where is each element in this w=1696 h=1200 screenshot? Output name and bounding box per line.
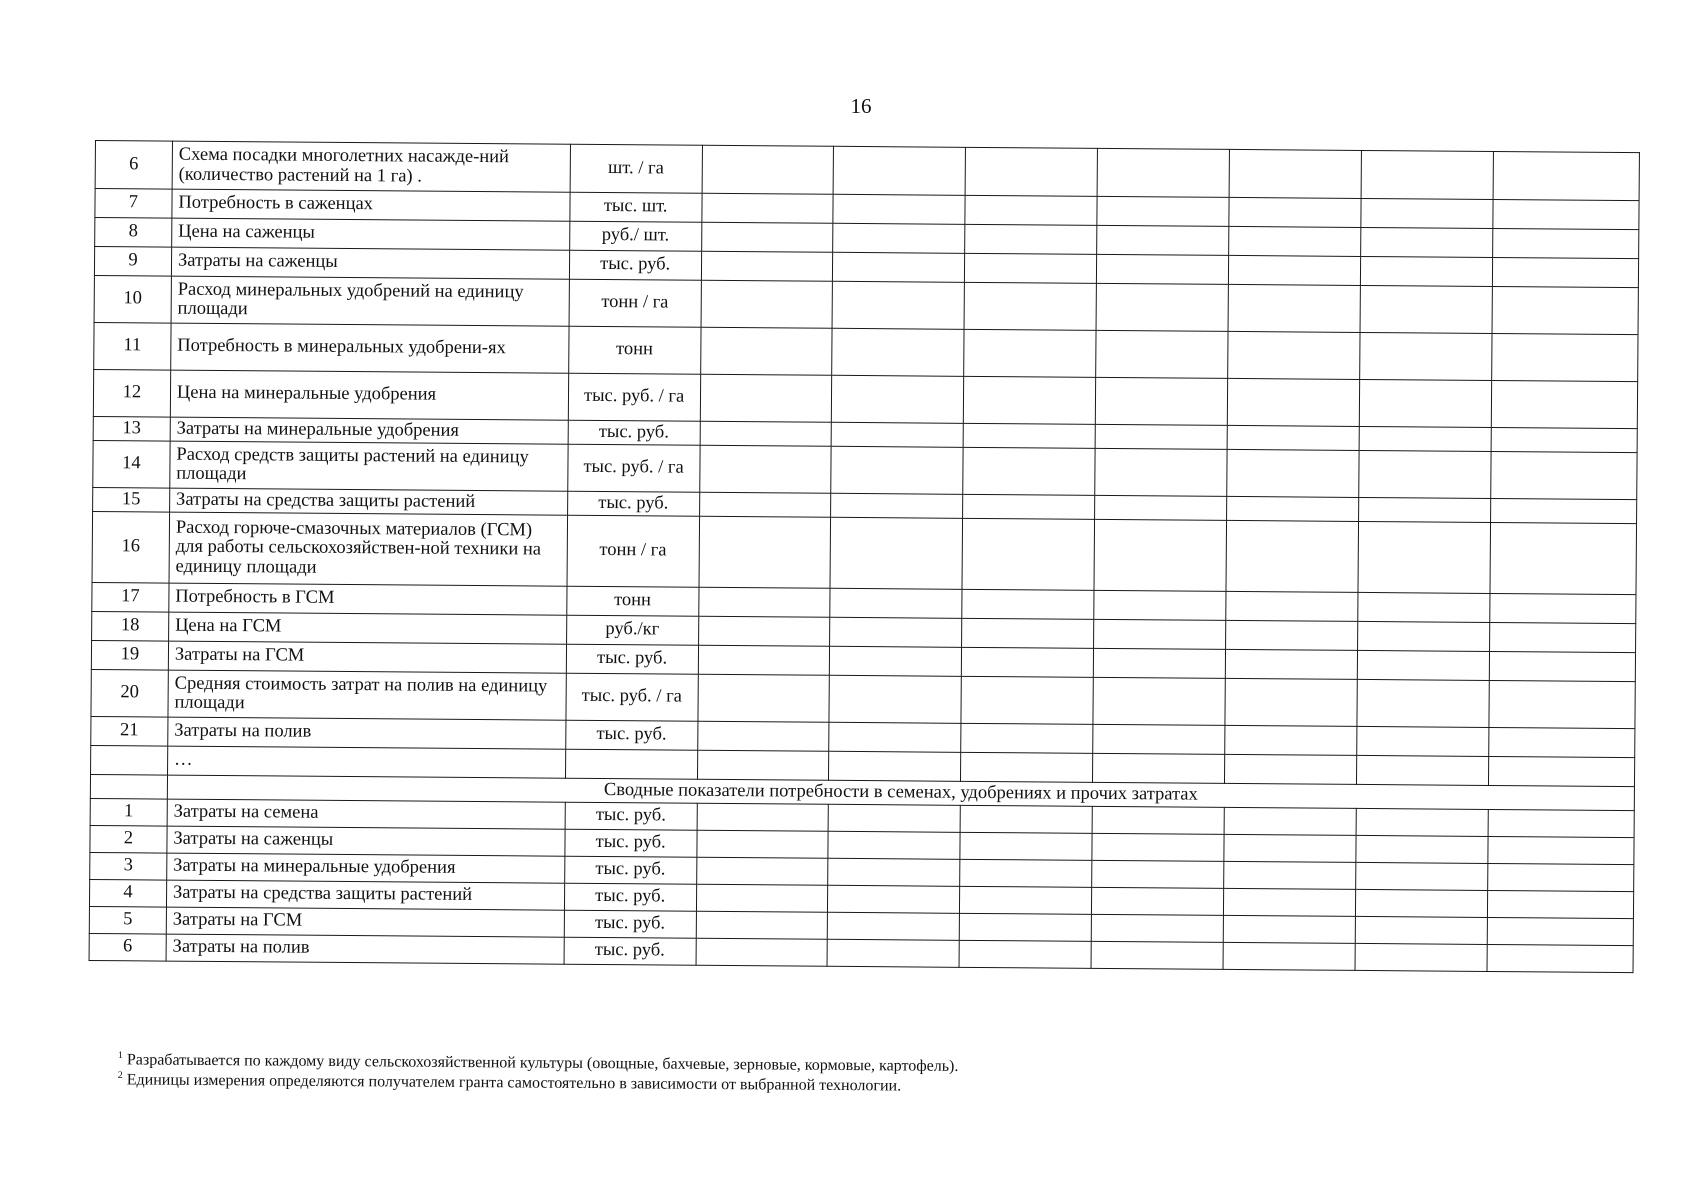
value-cell bbox=[1228, 284, 1360, 332]
value-cell bbox=[1492, 257, 1638, 287]
unit-cell: тыс. руб. bbox=[564, 883, 696, 911]
row-number-cell: 13 bbox=[93, 416, 170, 441]
row-number-cell: 14 bbox=[93, 440, 170, 488]
value-cell bbox=[696, 911, 828, 939]
value-cell bbox=[1227, 449, 1359, 497]
value-cell bbox=[1493, 199, 1639, 229]
table-row bbox=[92, 511, 1637, 594]
value-cell bbox=[1095, 377, 1227, 425]
value-cell bbox=[701, 193, 833, 223]
unit-cell: тыс. руб. bbox=[567, 491, 699, 516]
value-cell bbox=[1357, 726, 1489, 756]
value-cell bbox=[1357, 679, 1489, 727]
value-cell bbox=[700, 327, 832, 375]
value-cell bbox=[832, 281, 964, 329]
indicator-name-cell: Потребность в минеральных удобрени-ях bbox=[171, 323, 569, 373]
value-cell bbox=[1225, 649, 1357, 679]
value-cell bbox=[1356, 808, 1488, 836]
value-cell bbox=[1228, 255, 1360, 285]
indicator-name-cell: Затраты на средства защиты растений bbox=[166, 880, 564, 910]
indicator-name-cell: Затраты на ГСМ bbox=[166, 907, 564, 937]
value-cell bbox=[961, 676, 1093, 724]
value-cell bbox=[829, 675, 961, 723]
value-cell bbox=[1094, 619, 1226, 649]
value-cell bbox=[1356, 835, 1488, 863]
value-cell bbox=[1487, 863, 1633, 891]
value-cell bbox=[1360, 256, 1492, 286]
unit-cell: тонн bbox=[567, 586, 699, 616]
value-cell bbox=[702, 145, 834, 194]
indicator-name-cell: Цена на ГСМ bbox=[168, 612, 566, 644]
value-cell bbox=[828, 912, 960, 940]
footnote-text: Единицы измерения определяются получателем гранта самостоятельно в зависимости от выбранной технологии. bbox=[126, 1070, 902, 1094]
value-cell bbox=[964, 282, 1096, 330]
value-cell bbox=[696, 884, 828, 912]
value-cell bbox=[1487, 944, 1633, 972]
value-cell bbox=[1489, 680, 1636, 728]
value-cell bbox=[1095, 424, 1227, 449]
value-cell bbox=[697, 750, 829, 780]
indicator-name-cell: Затраты на полив bbox=[168, 717, 566, 749]
value-cell bbox=[1096, 283, 1228, 331]
value-cell bbox=[829, 804, 961, 832]
value-cell bbox=[1493, 151, 1640, 200]
value-cell bbox=[697, 721, 829, 751]
value-cell bbox=[962, 647, 1094, 677]
indicator-name-cell: Затраты на саженцы bbox=[167, 826, 565, 856]
value-cell bbox=[1092, 806, 1224, 834]
row-number-cell: 2 bbox=[90, 825, 167, 853]
row-number-cell: 10 bbox=[94, 275, 171, 323]
value-cell bbox=[1227, 496, 1359, 521]
indicator-name-cell: Схема посадки многолетних насажде-ний (количество растений на 1 га) . bbox=[172, 141, 570, 192]
unit-cell: тыс. руб. bbox=[564, 856, 696, 884]
value-cell bbox=[965, 195, 1097, 225]
value-cell bbox=[963, 423, 1095, 448]
row-number-cell: 19 bbox=[91, 640, 168, 670]
row-number-cell: 5 bbox=[89, 906, 166, 934]
indicator-name-cell: Потребность в ГСМ bbox=[169, 583, 567, 615]
value-cell bbox=[1224, 861, 1356, 889]
row-number-cell: 16 bbox=[92, 511, 169, 583]
unit-cell: руб./кг bbox=[566, 615, 698, 645]
value-cell bbox=[828, 831, 960, 859]
value-cell bbox=[1094, 519, 1226, 591]
row-number-cell bbox=[91, 745, 168, 775]
value-cell bbox=[700, 374, 832, 422]
value-cell bbox=[1358, 592, 1490, 622]
row-number-cell: 20 bbox=[91, 669, 168, 717]
value-cell bbox=[1360, 285, 1492, 333]
value-cell bbox=[962, 589, 1094, 619]
value-cell bbox=[1361, 227, 1493, 257]
indicator-name-cell: Затраты на средства защиты растений bbox=[170, 488, 568, 515]
value-cell bbox=[698, 616, 830, 646]
value-cell bbox=[1225, 678, 1357, 726]
value-cell bbox=[1227, 425, 1359, 450]
value-cell bbox=[831, 446, 963, 494]
value-cell bbox=[965, 224, 1097, 254]
value-cell bbox=[1491, 333, 1638, 381]
value-cell bbox=[832, 375, 964, 423]
value-cell bbox=[828, 858, 960, 886]
value-cell bbox=[1357, 650, 1489, 680]
indicator-name-cell: Затраты на саженцы bbox=[171, 247, 569, 279]
value-cell bbox=[1355, 889, 1487, 917]
value-cell bbox=[699, 492, 831, 517]
value-cell bbox=[831, 493, 963, 518]
value-cell bbox=[1093, 677, 1225, 725]
value-cell bbox=[962, 518, 1094, 590]
value-cell bbox=[1229, 149, 1361, 198]
indicator-name-cell: Расход средств защиты растений на единицу площади bbox=[170, 441, 568, 491]
row-number-cell: 17 bbox=[92, 582, 169, 612]
value-cell bbox=[1488, 756, 1634, 786]
value-cell bbox=[830, 646, 962, 676]
value-cell bbox=[1361, 150, 1493, 199]
value-cell bbox=[965, 147, 1097, 196]
indicator-name-cell: Расход минеральных удобрений на единицу площади bbox=[171, 276, 569, 326]
value-cell bbox=[1359, 426, 1491, 451]
value-cell bbox=[1226, 520, 1358, 592]
value-cell bbox=[1356, 755, 1488, 785]
unit-cell: тыс. руб. bbox=[565, 829, 697, 857]
value-cell bbox=[1358, 497, 1490, 522]
value-cell bbox=[829, 722, 961, 752]
value-cell bbox=[1092, 887, 1224, 915]
indicator-name-cell: Средняя стоимость затрат на полив на единицу площади bbox=[168, 670, 566, 720]
value-cell bbox=[960, 859, 1092, 887]
value-cell bbox=[827, 939, 959, 967]
indicator-name-cell: Затраты на полив bbox=[166, 934, 564, 964]
value-cell bbox=[699, 445, 831, 493]
unit-cell: тонн / га bbox=[567, 515, 699, 587]
row-number-cell: 6 bbox=[95, 141, 172, 190]
row-number-cell: 21 bbox=[91, 716, 168, 746]
value-cell bbox=[1488, 809, 1634, 837]
value-cell bbox=[1091, 914, 1223, 942]
value-cell bbox=[834, 146, 966, 195]
value-cell bbox=[1487, 890, 1633, 918]
value-cell bbox=[963, 447, 1095, 495]
indicator-name-cell: Цена на саженцы bbox=[172, 218, 570, 250]
value-cell bbox=[830, 617, 962, 647]
value-cell bbox=[833, 194, 965, 224]
value-cell bbox=[701, 251, 833, 281]
value-cell bbox=[1091, 941, 1223, 969]
value-cell bbox=[1226, 591, 1358, 621]
table-body bbox=[89, 141, 1639, 973]
value-cell bbox=[698, 645, 830, 675]
value-cell bbox=[1097, 225, 1229, 255]
value-cell bbox=[964, 376, 1096, 424]
value-cell bbox=[1490, 593, 1636, 623]
value-cell bbox=[1492, 286, 1639, 334]
value-cell bbox=[960, 886, 1092, 914]
value-cell bbox=[696, 857, 828, 885]
indicator-name-cell: Расход горюче-смазочных материалов (ГСМ) для работы сельскохозяйствен-ной техники на единицу площади bbox=[169, 512, 567, 586]
cost-table bbox=[89, 140, 1640, 973]
row-number-cell: 4 bbox=[89, 879, 166, 907]
value-cell bbox=[698, 587, 830, 617]
value-cell bbox=[1225, 754, 1357, 784]
value-cell bbox=[1229, 197, 1361, 227]
value-cell bbox=[1095, 495, 1227, 520]
unit-cell: тыс. руб. bbox=[565, 720, 697, 750]
value-cell bbox=[1489, 622, 1635, 652]
value-cell bbox=[1227, 378, 1359, 426]
row-number-cell: 15 bbox=[93, 487, 170, 512]
value-cell bbox=[1224, 807, 1356, 835]
value-cell bbox=[701, 280, 833, 328]
value-cell bbox=[1488, 836, 1634, 864]
value-cell bbox=[1223, 915, 1355, 943]
value-cell bbox=[960, 832, 1092, 860]
value-cell bbox=[1359, 379, 1491, 427]
value-cell bbox=[697, 803, 829, 831]
value-cell bbox=[1229, 226, 1361, 256]
row-number-cell: 12 bbox=[93, 369, 170, 417]
row-number-cell: 11 bbox=[94, 322, 171, 370]
value-cell bbox=[1092, 833, 1224, 861]
row-number-cell: 3 bbox=[90, 852, 167, 880]
value-cell bbox=[1491, 380, 1638, 428]
unit-cell: руб./ шт. bbox=[569, 221, 701, 251]
value-cell bbox=[1226, 620, 1358, 650]
unit-cell: тыс. руб. / га bbox=[568, 373, 700, 421]
value-cell bbox=[1094, 590, 1226, 620]
value-cell bbox=[1360, 332, 1492, 380]
value-cell bbox=[959, 940, 1091, 968]
value-cell bbox=[1356, 862, 1488, 890]
value-cell bbox=[1225, 725, 1357, 755]
value-cell bbox=[1223, 942, 1355, 970]
value-cell bbox=[1487, 917, 1633, 945]
row-number-cell: 6 bbox=[89, 933, 166, 961]
unit-cell: тыс. руб. bbox=[569, 250, 701, 280]
unit-cell: тыс. руб. bbox=[568, 420, 700, 445]
value-cell bbox=[1093, 753, 1225, 783]
unit-cell: тыс. руб. / га bbox=[567, 444, 699, 492]
indicator-name-cell: Потребность в саженцах bbox=[172, 189, 570, 221]
indicator-name-cell: Затраты на семена bbox=[167, 799, 565, 829]
footnote-text: Разрабатывается по каждому виду сельскохозяйственной культуры (овощные, бахчевые, зерновые, кормовые, картофель). bbox=[126, 1051, 959, 1075]
value-cell bbox=[700, 421, 832, 446]
value-cell bbox=[1361, 198, 1493, 228]
summary-section-title: Сводные показатели потребности в семенах, удобрениях и прочих затратах bbox=[167, 775, 1634, 811]
value-cell bbox=[829, 751, 961, 781]
value-cell bbox=[1097, 148, 1229, 197]
cost-table-sheet bbox=[89, 140, 1640, 973]
indicator-name-cell: Цена на минеральные удобрения bbox=[170, 370, 568, 420]
value-cell bbox=[1093, 648, 1225, 678]
unit-cell: тонн bbox=[568, 326, 700, 374]
value-cell bbox=[1095, 448, 1227, 496]
row-number-cell: 8 bbox=[95, 218, 172, 248]
value-cell bbox=[1358, 521, 1490, 593]
unit-cell: тыс. руб. bbox=[565, 802, 697, 830]
value-cell bbox=[1490, 451, 1637, 499]
value-cell bbox=[961, 752, 1093, 782]
unit-cell: шт. / га bbox=[570, 144, 702, 193]
value-cell bbox=[828, 885, 960, 913]
value-cell bbox=[1355, 943, 1487, 971]
value-cell bbox=[1359, 450, 1491, 498]
value-cell bbox=[1097, 196, 1229, 226]
row-number-cell: 7 bbox=[95, 189, 172, 219]
row-number-cell: 18 bbox=[92, 611, 169, 641]
footnotes bbox=[118, 1050, 1518, 1100]
unit-cell: тыс. руб. / га bbox=[566, 673, 698, 721]
row-number-cell: 9 bbox=[94, 247, 171, 277]
unit-cell: тыс. руб. bbox=[564, 937, 696, 965]
value-cell bbox=[964, 329, 1096, 377]
value-cell bbox=[1092, 860, 1224, 888]
value-cell bbox=[1492, 228, 1638, 258]
indicator-name-cell: Затраты на ГСМ bbox=[168, 641, 566, 673]
value-cell bbox=[1491, 427, 1637, 452]
value-cell bbox=[1093, 724, 1225, 754]
value-cell bbox=[696, 938, 828, 966]
value-cell bbox=[1096, 330, 1228, 378]
value-cell bbox=[698, 674, 830, 722]
unit-cell: тыс. шт. bbox=[570, 192, 702, 222]
value-cell bbox=[696, 830, 828, 858]
value-cell bbox=[960, 913, 1092, 941]
value-cell bbox=[1223, 888, 1355, 916]
value-cell bbox=[960, 805, 1092, 833]
value-cell bbox=[1490, 522, 1637, 594]
page-number: 16 bbox=[850, 94, 872, 118]
indicator-name-cell: Затраты на минеральные удобрения bbox=[170, 417, 568, 444]
footnote-mark: 2 bbox=[117, 1069, 123, 1081]
value-cell bbox=[962, 618, 1094, 648]
value-cell bbox=[965, 253, 1097, 283]
row-number-cell: 1 bbox=[90, 798, 167, 826]
value-cell bbox=[1489, 651, 1635, 681]
unit-cell: тонн / га bbox=[569, 279, 701, 327]
value-cell bbox=[832, 422, 964, 447]
value-cell bbox=[832, 328, 964, 376]
value-cell bbox=[1490, 498, 1636, 523]
value-cell bbox=[1488, 727, 1634, 757]
value-cell bbox=[1097, 254, 1229, 284]
value-cell bbox=[1224, 834, 1356, 862]
value-cell bbox=[963, 494, 1095, 519]
unit-cell: тыс. руб. bbox=[564, 910, 696, 938]
value-cell bbox=[1355, 916, 1487, 944]
value-cell bbox=[1228, 331, 1360, 379]
value-cell bbox=[699, 516, 831, 588]
value-cell bbox=[830, 588, 962, 618]
indicator-name-cell: … bbox=[167, 746, 565, 778]
value-cell bbox=[830, 517, 962, 589]
row-number-cell bbox=[90, 774, 167, 799]
value-cell bbox=[833, 223, 965, 253]
indicator-name-cell: Затраты на минеральные удобрения bbox=[167, 853, 565, 883]
value-cell bbox=[701, 222, 833, 252]
unit-cell bbox=[565, 749, 697, 779]
value-cell bbox=[833, 252, 965, 282]
value-cell bbox=[1357, 621, 1489, 651]
value-cell bbox=[961, 723, 1093, 753]
footnote-mark: 1 bbox=[117, 1050, 123, 1062]
unit-cell: тыс. руб. bbox=[566, 644, 698, 674]
